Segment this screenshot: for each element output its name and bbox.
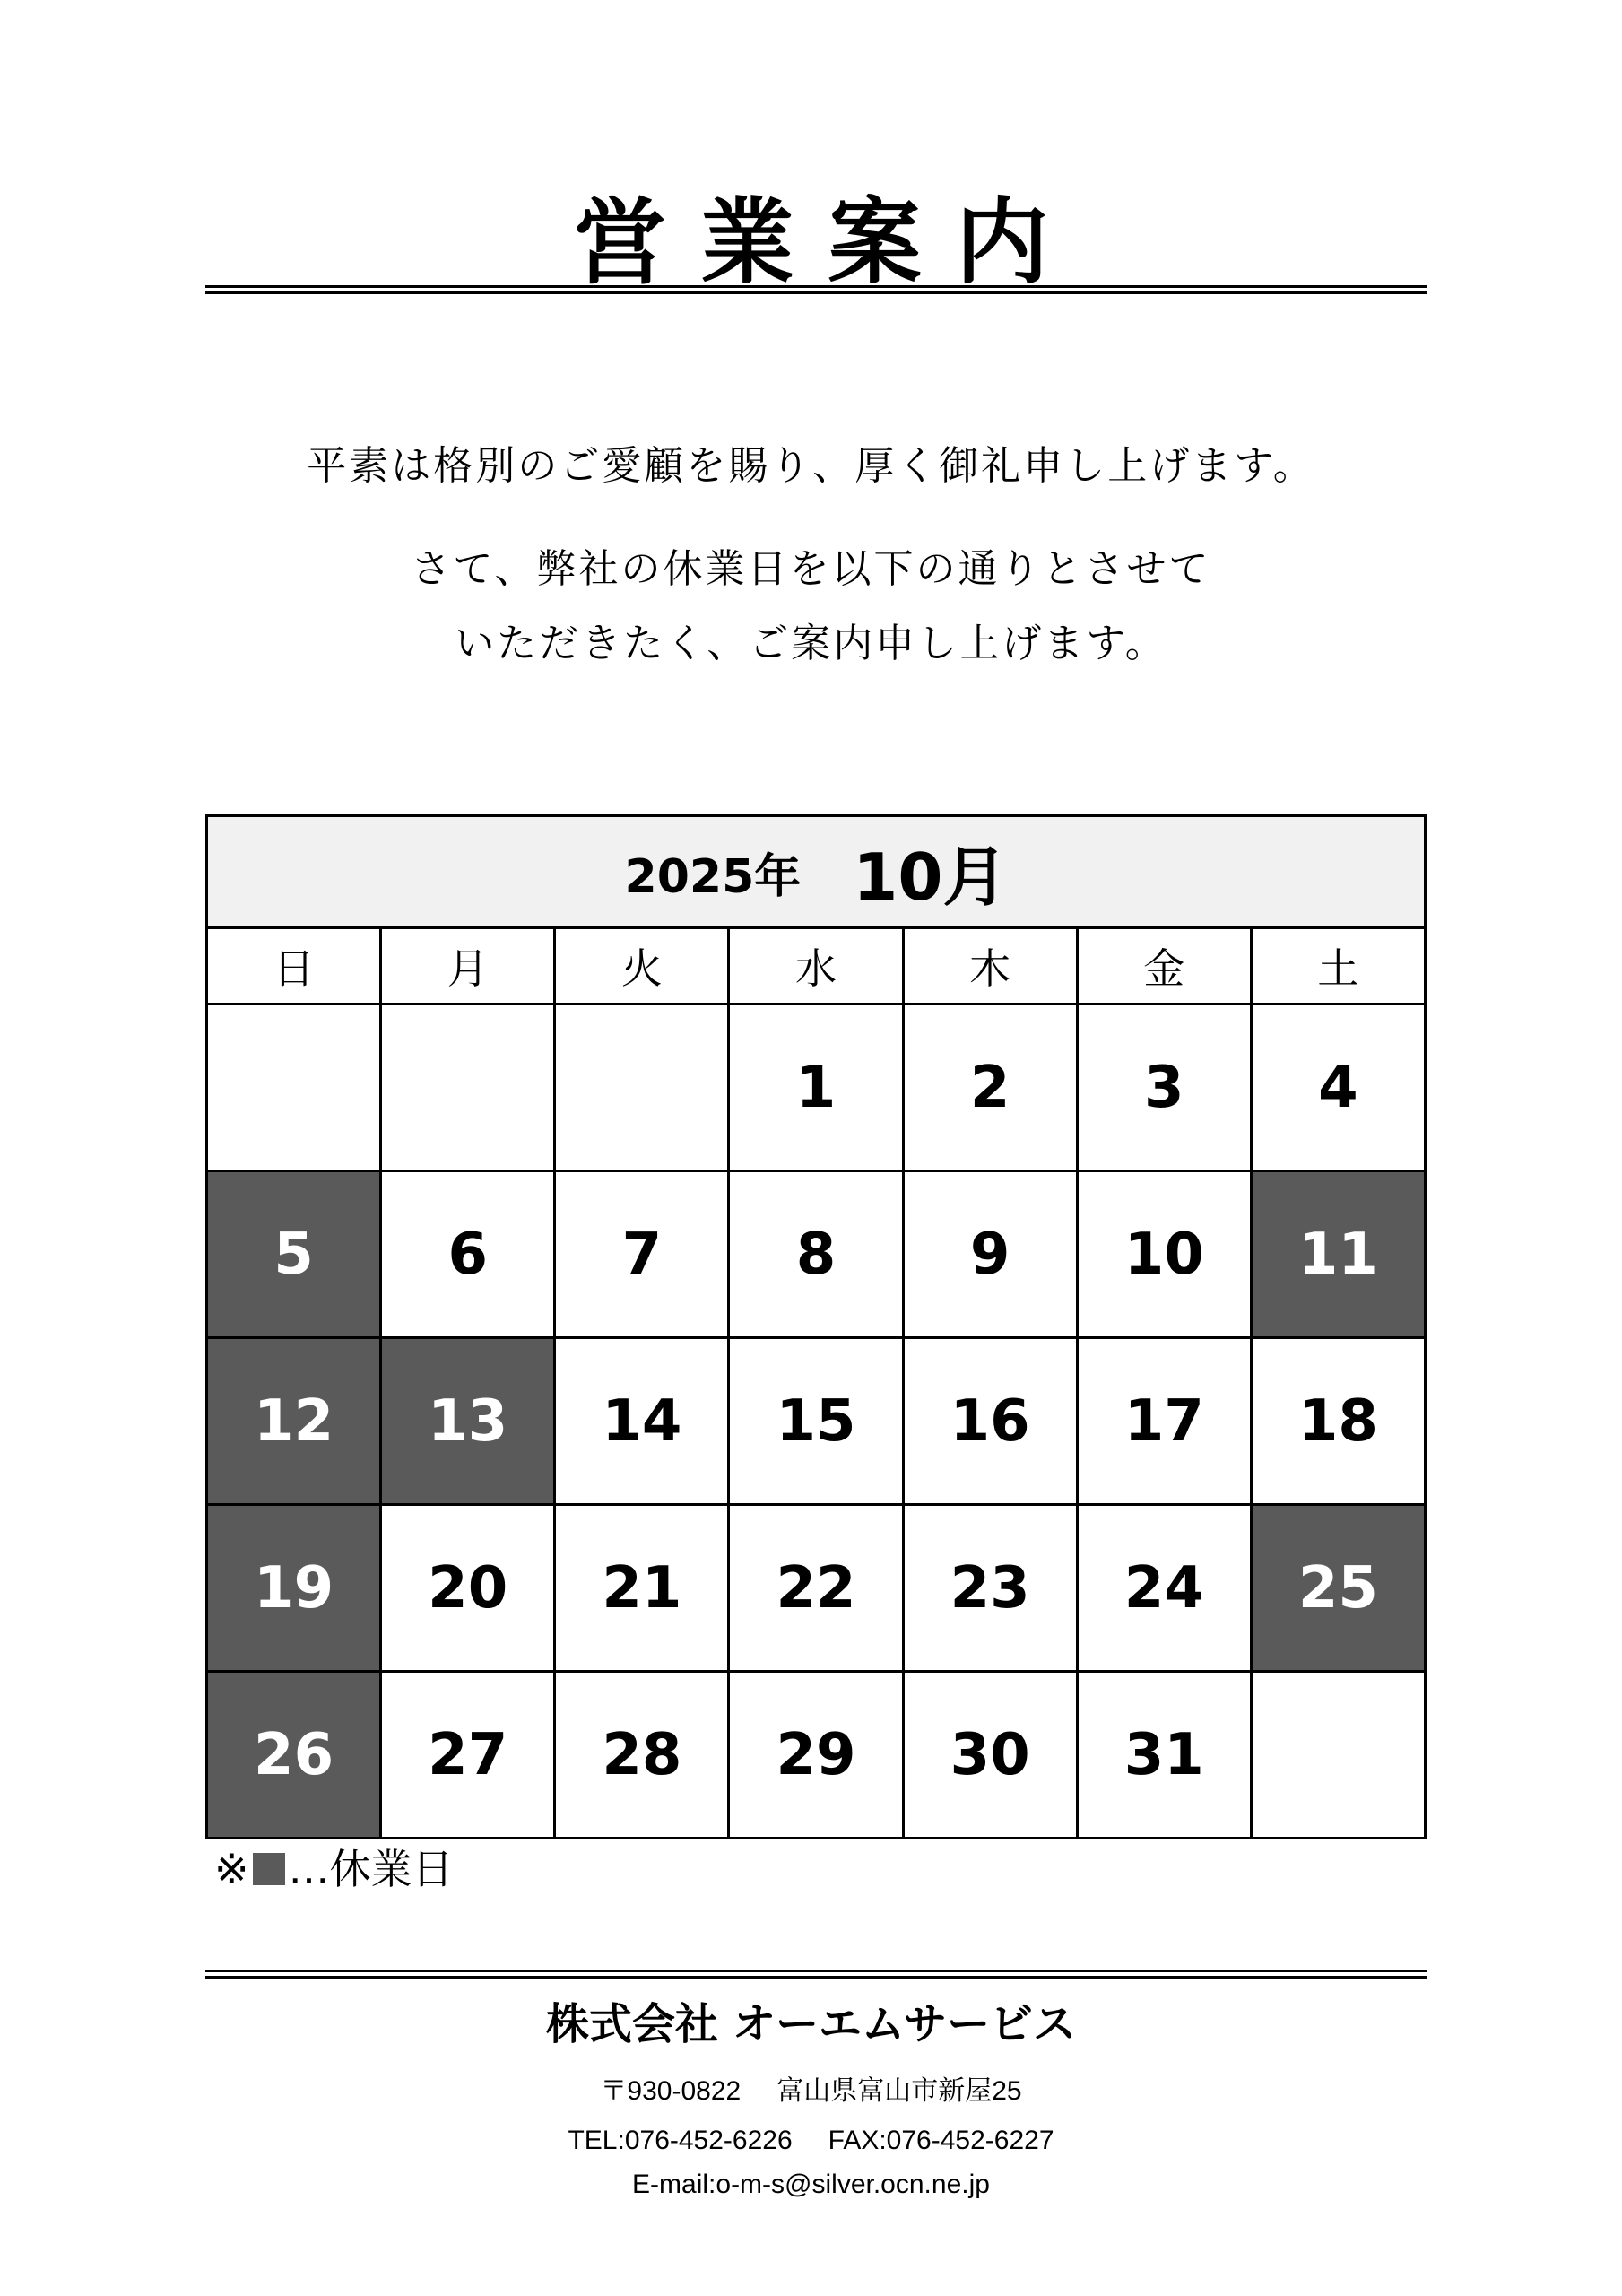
calendar-closed-day-cell: 11	[1251, 1171, 1425, 1338]
calendar-week-row	[207, 1338, 1426, 1505]
email-line	[0, 2167, 1622, 2203]
calendar-day-cell: 21	[555, 1505, 729, 1672]
legend	[214, 1844, 454, 1894]
calendar-day-cell: 30	[903, 1672, 1077, 1839]
weekday-label: 土	[1251, 928, 1425, 1004]
calendar-day-cell: 23	[903, 1505, 1077, 1672]
calendar-day-cell: 31	[1077, 1672, 1251, 1839]
weekday-label: 金	[1077, 928, 1251, 1004]
greeting-line-3: いただきたく、ご案内申し上げます。	[455, 621, 1167, 666]
address-line	[0, 2074, 1622, 2109]
legend-text: …休業日	[288, 1845, 454, 1893]
calendar-week-row	[207, 1505, 1426, 1672]
company-type: 株式会社	[545, 1999, 718, 2049]
calendar-day-cell: 3	[1077, 1004, 1251, 1171]
calendar-day-cell: 6	[381, 1171, 555, 1338]
phone-line	[0, 2123, 1622, 2159]
page-title: 営業案内	[573, 187, 1083, 297]
calendar-closed-day-cell: 5	[207, 1171, 381, 1338]
calendar-empty-cell	[381, 1004, 555, 1171]
calendar-day-cell: 2	[903, 1004, 1077, 1171]
calendar-day-cell: 16	[903, 1338, 1077, 1505]
calendar-day-cell: 14	[555, 1338, 729, 1505]
calendar-day-cell: 27	[381, 1672, 555, 1839]
calendar-day-cell: 17	[1077, 1338, 1251, 1505]
calendar-day-cell: 22	[729, 1505, 903, 1672]
calendar-week-row	[207, 1171, 1426, 1338]
calendar-day-cell: 1	[729, 1004, 903, 1171]
calendar-day-cell: 29	[729, 1672, 903, 1839]
calendar-closed-day-cell: 13	[381, 1338, 555, 1505]
title-divider	[205, 285, 1427, 294]
greeting-line-2: さて、弊社の休業日を以下の通りとさせて	[411, 546, 1211, 592]
calendar-day-cell: 24	[1077, 1505, 1251, 1672]
calendar-day-cell: 7	[555, 1171, 729, 1338]
holiday-calendar	[205, 814, 1427, 1839]
weekday-header-row	[207, 928, 1426, 1004]
calendar-day-cell: 8	[729, 1171, 903, 1338]
calendar-day-cell: 15	[729, 1338, 903, 1505]
calendar-closed-day-cell: 25	[1251, 1505, 1425, 1672]
postal-code: 〒930-0822	[600, 2076, 742, 2106]
calendar-week-row	[207, 1672, 1426, 1839]
calendar-year: 2025年	[624, 849, 802, 904]
calendar-day-cell: 20	[381, 1505, 555, 1672]
closed-day-swatch	[253, 1853, 285, 1885]
company-name	[0, 1993, 1622, 2056]
calendar-day-cell: 10	[1077, 1171, 1251, 1338]
legend-prefix: ※	[214, 1845, 249, 1893]
calendar-day-cell: 9	[903, 1171, 1077, 1338]
calendar-day-cell: 28	[555, 1672, 729, 1839]
weekday-label: 日	[207, 928, 381, 1004]
greeting-line-1: 平素は格別のご愛顧を賜り、厚く御礼申し上げます。	[307, 443, 1315, 489]
calendar-closed-day-cell: 19	[207, 1505, 381, 1672]
calendar-empty-cell	[555, 1004, 729, 1171]
address: 富山県富山市新屋25	[776, 2076, 1022, 2106]
calendar-closed-day-cell: 26	[207, 1672, 381, 1839]
calendar-day-cell: 4	[1251, 1004, 1425, 1171]
company-brand: オーエムサービス	[732, 1999, 1077, 2049]
weekday-label: 水	[729, 928, 903, 1004]
calendar-weeks	[207, 1004, 1426, 1839]
calendar-empty-cell	[207, 1004, 381, 1171]
weekday-label: 火	[555, 928, 729, 1004]
calendar-month: 10月	[853, 839, 1008, 915]
calendar-empty-cell	[1251, 1672, 1425, 1839]
calendar-week-row	[207, 1004, 1426, 1171]
footer-divider	[205, 1970, 1427, 1979]
fax-number: FAX:076-452-6227	[828, 2126, 1054, 2155]
weekday-label: 木	[903, 928, 1077, 1004]
tel-number: TEL:076-452-6226	[568, 2126, 793, 2155]
calendar-day-cell: 18	[1251, 1338, 1425, 1505]
calendar-header	[207, 816, 1426, 928]
email-address: E-mail:o-m-s@silver.ocn.ne.jp	[632, 2170, 990, 2199]
weekday-label: 月	[381, 928, 555, 1004]
calendar-closed-day-cell: 12	[207, 1338, 381, 1505]
